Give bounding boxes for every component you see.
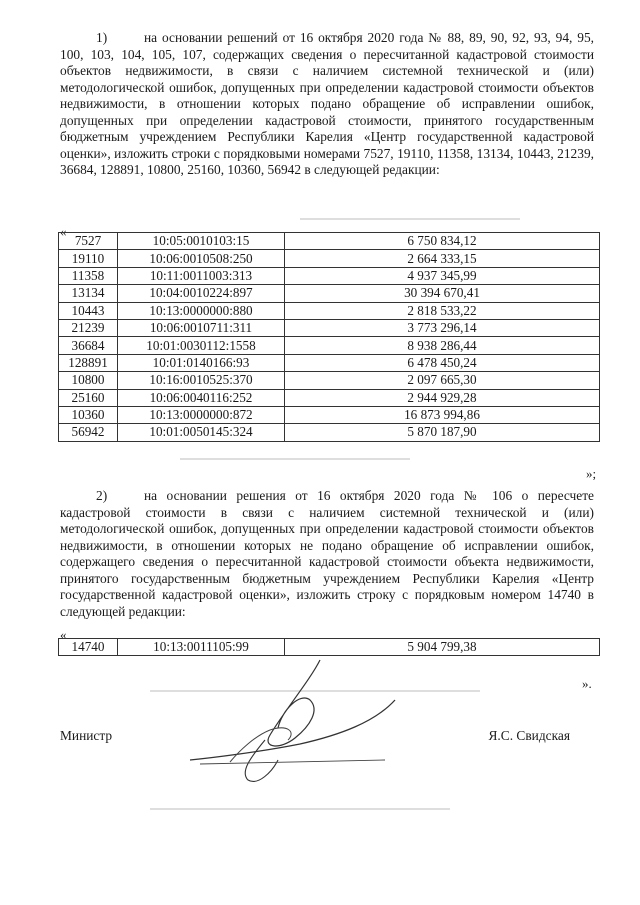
cadastral-number-cell: 10:04:0010224:897 [118,285,285,302]
table-row [59,424,600,441]
row-number-cell: 36684 [59,337,118,354]
cadastral-number-cell: 10:13:0011105:99 [118,639,285,656]
paragraph-2 [60,488,594,620]
paragraph-2-number: 2) [96,488,108,503]
row-number-cell: 13134 [59,285,118,302]
cadastral-number-cell: 10:13:0000000:880 [118,302,285,319]
close-quote-1: »; [586,466,597,481]
cadastral-value-cell: 5 904 799,38 [285,639,600,656]
cadastral-value-cell: 2 664 333,15 [285,250,600,267]
handwritten-signature [170,640,410,790]
open-quote-1: « [60,224,67,239]
paragraph-1-number: 1) [96,30,108,45]
cadastral-value-cell: 2 097 665,30 [285,372,600,389]
table-row [59,285,600,302]
row-number-cell: 10800 [59,372,118,389]
close-quote-2: ». [582,676,592,691]
cadastral-value-cell: 5 870 187,90 [285,424,600,441]
cadastral-value-cell: 3 773 296,14 [285,319,600,336]
cadastral-number-cell: 10:01:0140166:93 [118,354,285,371]
row-number-cell: 56942 [59,424,118,441]
paragraph-1 [60,30,594,179]
cadastral-number-cell: 10:16:0010525:370 [118,372,285,389]
cadastral-value-cell: 16 873 994,86 [285,406,600,423]
cadastral-number-cell: 10:01:0050145:324 [118,424,285,441]
table-row [59,389,600,406]
cadastral-number-cell: 10:06:0010508:250 [118,250,285,267]
table-row [59,354,600,371]
paragraph-2-text: на основании решения от 16 октября 2020 года № 106 о пересчете кадастровой стоимости в связи с наличием системной технической и (или) методологической ошибок, допущенных при определении кадастровой стоимости объектов недвижимости, в отношении которых не подано обращение об исправлении ошибок, содержащего сведения о пересчитанной кадастровой стоимости объекта недвижимости, принятого государственным бюджетным учреждением Республики Карелия «Центр государственной кадастровой оценки», изложить строку с порядковым номером 14740 в следующей редакции: [60,488,594,619]
signer-name: Я.С. Свидская [488,728,570,743]
cadastral-number-cell: 10:11:0011003:313 [118,267,285,284]
table-row [59,233,600,250]
table-row [59,319,600,336]
table-row [59,250,600,267]
signer-position: Министр [60,728,113,743]
cadastral-value-cell: 4 937 345,99 [285,267,600,284]
row-number-cell: 19110 [59,250,118,267]
cadastral-value-cell: 6 750 834,12 [285,233,600,250]
row-number-cell: 11358 [59,267,118,284]
scan-noise [150,808,450,810]
row-number-cell: 10443 [59,302,118,319]
row-number-cell: 25160 [59,389,118,406]
cadastral-value-cell: 2 944 929,28 [285,389,600,406]
table-row [59,267,600,284]
cadastral-value-cell: 6 478 450,24 [285,354,600,371]
scan-noise [300,218,520,220]
table-row [59,372,600,389]
cadastral-number-cell: 10:13:0000000:872 [118,406,285,423]
cadastral-number-cell: 10:01:0030112:1558 [118,337,285,354]
cadastral-number-cell: 10:05:0010103:15 [118,233,285,250]
cadastral-number-cell: 10:06:0010711:311 [118,319,285,336]
table-row [59,406,600,423]
row-number-cell: 7527 [59,233,118,250]
cadastral-value-cell: 30 394 670,41 [285,285,600,302]
cadastral-value-cell: 8 938 286,44 [285,337,600,354]
scan-noise [180,458,410,460]
table-row [59,302,600,319]
row-number-cell: 21239 [59,319,118,336]
cadastral-number-cell: 10:06:0040116:252 [118,389,285,406]
open-quote-2: « [60,627,67,642]
row-number-cell: 128891 [59,354,118,371]
row-number-cell: 14740 [59,639,118,656]
cadastral-table-1 [58,232,600,442]
cadastral-value-cell: 2 818 533,22 [285,302,600,319]
table-row [59,337,600,354]
row-number-cell: 10360 [59,406,118,423]
paragraph-1-text: на основании решений от 16 октября 2020 года № 88, 89, 90, 92, 93, 94, 95, 100, 103, 104, 105, 107, содержащих сведения о пересчитанной кадастровой стоимости объектов недвижимости, в связи с наличием системной технической и (или) методологической ошибок, допущенных при определении кадастровой стоимости объектов недвижимости, в отношении которых подано обращение об исправлении ошибок, допущенных при определении кадастровой стоимости, принятого государственным бюджетным учреждением Республики Карелия «Центр государственной кадастровой оценки», изложить строки с порядковыми номерами 7527, 19110, 11358, 13134, 10443, 21239, 36684, 128891, 10800, 25160, 10360, 56942 в следующей редакции: [60,30,594,177]
